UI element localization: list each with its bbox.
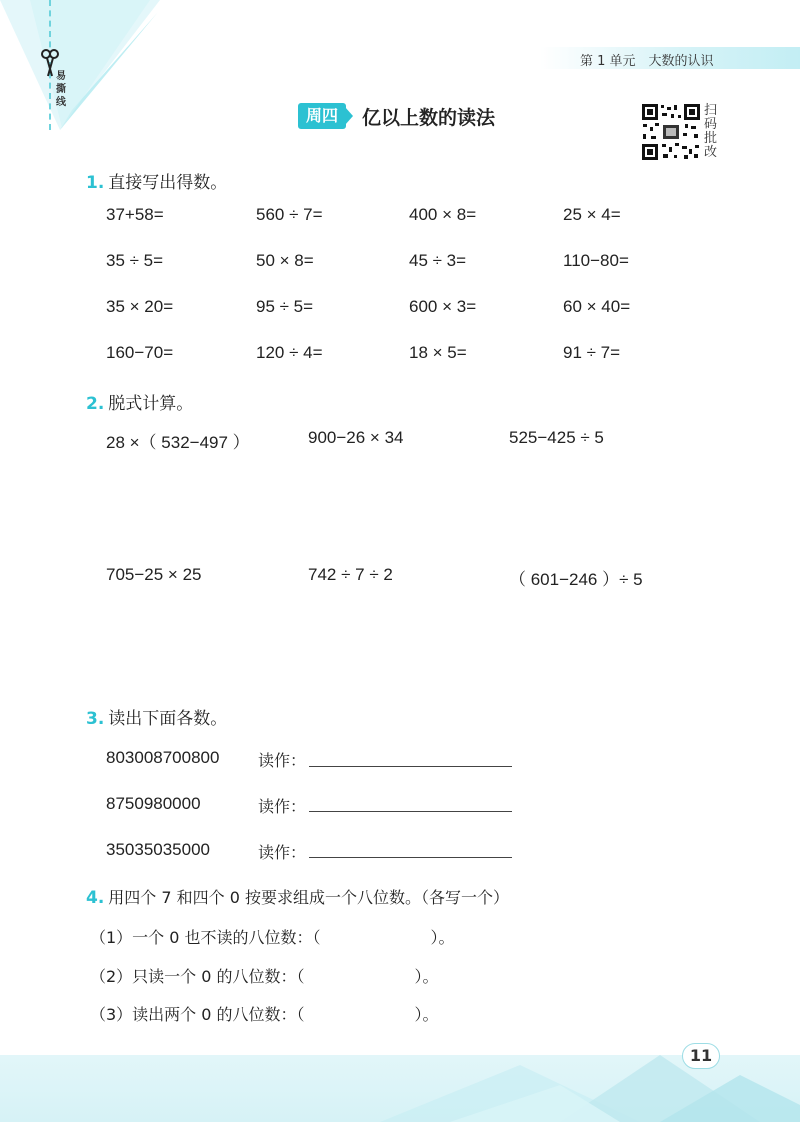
section-4-label: 用四个 7 和四个 0 按要求组成一个八位数。（各写一个） [108,888,510,907]
oral-calc-item: 35 ÷ 5= [106,251,164,270]
qr-label: 扫码批改 [704,103,718,160]
footer-band [0,1055,800,1122]
oral-calc-item: 60 × 40= [563,297,631,316]
day-badge: 周四 [298,103,346,129]
question-item [90,1002,439,1025]
footer-mountains [0,1055,800,1122]
step-calc-problem: 705−25 × 25 [106,565,202,584]
section-1-label: 直接写出得数。 [108,173,228,193]
oral-calc-item: 560 ÷ 7= [256,205,323,224]
question-text: （2）只读一个 0 的八位数：（ [90,967,305,986]
oral-calc-item: 120 ÷ 4= [256,343,323,362]
unit-title: 第 1 单元 大数的认识 [580,54,714,69]
oral-calc-item: 600 × 3= [409,297,477,316]
tear-line-label: 易撕线 [56,71,66,108]
read-label: 读作： [258,751,307,770]
section-1-number: 1. [86,173,105,193]
section-3-label: 读出下面各数。 [108,709,228,729]
oral-calc-item: 160−70= [106,343,174,362]
section-3-number: 3. [86,709,105,729]
section-1-title [86,168,227,193]
oral-calc-item: 35 × 20= [106,297,174,316]
question-item [90,925,455,948]
qr-code-icon[interactable] [641,103,701,161]
unit-header [540,47,800,69]
page-number: 11 [682,1043,720,1069]
number-to-read: 803008700800 [106,748,220,767]
oral-calc-item: 50 × 8= [256,251,314,270]
step-calc-problem: 28 ×（ 532−497 ） [106,433,250,452]
step-calc-problem: （ 601−246 ）÷ 5 [509,570,643,589]
oral-calc-item: 110−80= [563,251,629,270]
page-title: 亿以上数的读法 [362,106,496,129]
answer-line[interactable] [309,857,512,858]
question-text: （3）读出两个 0 的八位数：（ [90,1005,305,1024]
number-to-read: 8750980000 [106,794,201,813]
oral-calc-item: 25 × 4= [563,205,621,224]
step-calc-problem: 525−425 ÷ 5 [509,428,604,447]
answer-line[interactable] [309,811,512,812]
question-item [90,964,439,987]
answer-line[interactable] [309,766,512,767]
step-calc-problem: 900−26 × 34 [308,428,404,447]
oral-calc-item: 45 ÷ 3= [409,251,467,270]
question-text: （1）一个 0 也不读的八位数：（ [90,928,321,947]
question-close: ）。 [430,928,455,947]
section-4-number: 4. [86,888,105,908]
section-2-number: 2. [86,394,105,414]
oral-calc-item: 37+58= [106,205,164,224]
number-to-read: 35035035000 [106,840,211,859]
question-close: ）。 [414,967,439,986]
section-2-label: 脱式计算。 [108,394,194,414]
section-4-title [86,885,509,908]
read-label: 读作： [258,797,307,816]
oral-calc-item: 95 ÷ 5= [256,297,314,316]
read-label: 读作： [258,843,307,862]
oral-calc-item: 91 ÷ 7= [563,343,621,362]
oral-calc-item: 18 × 5= [409,343,467,362]
oral-calc-item: 400 × 8= [409,205,477,224]
section-2-title [86,389,193,414]
question-close: ）。 [414,1005,439,1024]
section-3-title [86,704,227,729]
corner-decoration [0,0,170,140]
step-calc-problem: 742 ÷ 7 ÷ 2 [308,565,393,584]
lesson-title [298,103,495,129]
